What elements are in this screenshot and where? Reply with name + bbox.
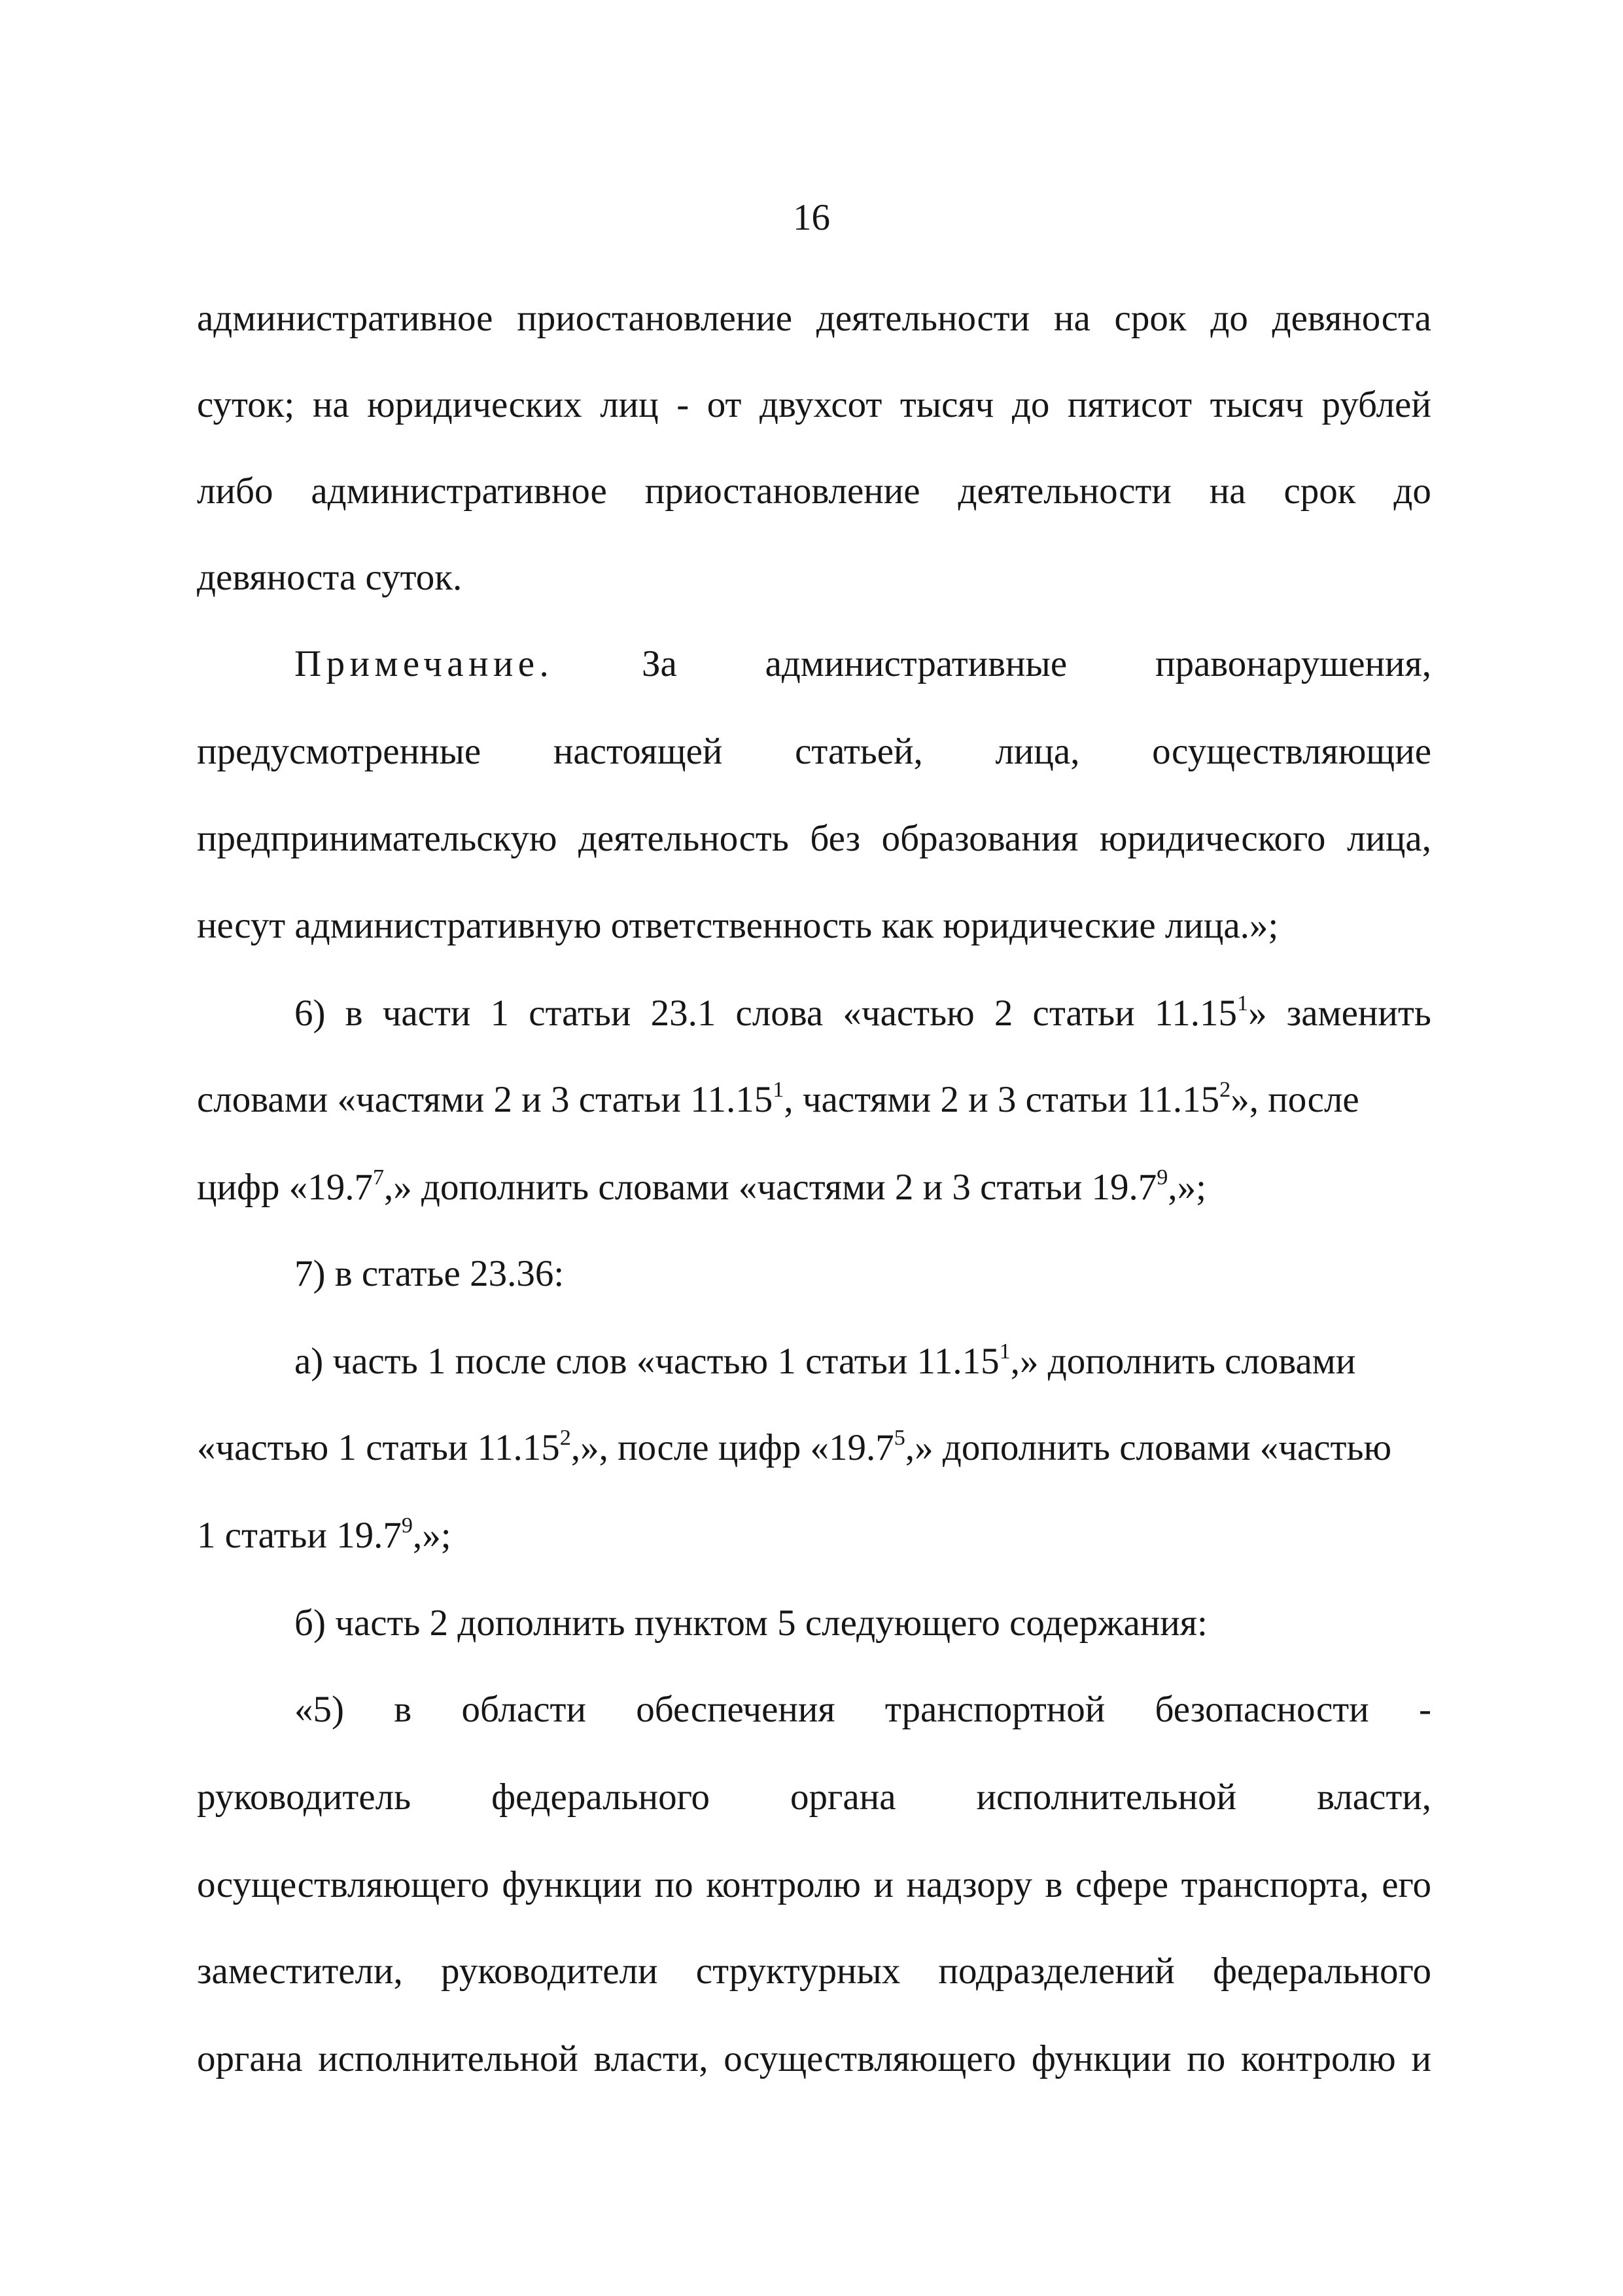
word: до bbox=[1011, 384, 1050, 425]
word: исполнительной bbox=[318, 2038, 578, 2079]
text-run: », после bbox=[1230, 1079, 1359, 1120]
word: до bbox=[1393, 470, 1431, 512]
word: слова bbox=[735, 993, 824, 1034]
word: органа bbox=[790, 1776, 896, 1818]
text-line bbox=[197, 1513, 1431, 1556]
word: его bbox=[1382, 1864, 1431, 1905]
text-line bbox=[294, 1691, 1431, 1728]
word-part: 11.15 bbox=[1154, 993, 1237, 1034]
word: пятисот bbox=[1067, 384, 1193, 425]
word: на bbox=[1209, 470, 1246, 512]
word: власти, bbox=[593, 2038, 708, 2079]
word: «5) bbox=[294, 1689, 344, 1730]
text-run: ,»; bbox=[412, 1515, 451, 1556]
word: контролю bbox=[706, 1864, 861, 1905]
superscript: 1 bbox=[773, 1077, 784, 1102]
word: заменить bbox=[1286, 993, 1431, 1034]
text-line: 7) в статье 23.36: bbox=[294, 1253, 565, 1294]
word: административное bbox=[311, 470, 607, 512]
word: в bbox=[1045, 1864, 1063, 1905]
text-run: ,» дополнить словами «частями 2 и 3 статьи 19.7 bbox=[384, 1167, 1157, 1208]
word: в bbox=[345, 993, 363, 1034]
word: правонарушения, bbox=[1155, 643, 1431, 684]
word: области bbox=[461, 1689, 586, 1730]
word: федерального bbox=[1212, 1951, 1431, 1992]
word: обеспечения bbox=[636, 1689, 835, 1730]
word: федерального bbox=[491, 1776, 710, 1818]
word: лиц bbox=[600, 384, 659, 425]
text-run: словами «частями 2 и 3 статьи 11.15 bbox=[197, 1079, 773, 1120]
word: двухсот bbox=[759, 384, 882, 425]
word: лица, bbox=[1346, 818, 1431, 859]
text-line bbox=[197, 300, 1431, 337]
word: девяноста bbox=[1272, 298, 1431, 339]
superscript: 9 bbox=[1157, 1165, 1168, 1190]
superscript: 1 bbox=[999, 1339, 1011, 1364]
word: на bbox=[1053, 298, 1091, 339]
word: по bbox=[1187, 2038, 1226, 2079]
word: статьи bbox=[529, 993, 631, 1034]
page-number: 16 bbox=[793, 197, 830, 238]
word: образования bbox=[881, 818, 1079, 859]
word: предпринимательскую bbox=[197, 818, 557, 859]
word: на bbox=[312, 384, 349, 425]
word: без bbox=[810, 818, 861, 859]
word: осуществляющего bbox=[724, 2038, 1017, 2079]
text-line bbox=[197, 1077, 1431, 1120]
word: до bbox=[1210, 298, 1248, 339]
text-line bbox=[197, 733, 1431, 770]
word: юридического bbox=[1099, 818, 1326, 859]
word: - bbox=[1418, 1689, 1431, 1730]
word: 2 bbox=[994, 993, 1013, 1034]
word: транспорта, bbox=[1181, 1864, 1369, 1905]
word: заместители, bbox=[197, 1951, 403, 1992]
word: функции bbox=[1031, 2038, 1172, 2079]
word: по bbox=[654, 1864, 693, 1905]
word: транспортной bbox=[884, 1689, 1106, 1730]
word: и bbox=[1411, 2038, 1431, 2079]
text-line bbox=[294, 991, 1431, 1034]
superscript: 5 bbox=[894, 1425, 905, 1450]
text-line: несут административную ответственность как юридические лица.»; bbox=[197, 905, 1279, 946]
word bbox=[1154, 991, 1267, 1034]
text-run: 1 статьи 19.7 bbox=[197, 1515, 402, 1556]
word: контролю bbox=[1241, 2038, 1396, 2079]
word: срок bbox=[1283, 470, 1356, 512]
word: власти, bbox=[1317, 1776, 1431, 1818]
word: статьей, bbox=[795, 731, 923, 772]
word: срок bbox=[1114, 298, 1187, 339]
text-line bbox=[294, 1339, 1431, 1382]
word: статьи bbox=[1032, 993, 1135, 1034]
word: 1 bbox=[490, 993, 510, 1034]
word: подразделений bbox=[938, 1951, 1175, 1992]
word: осуществляющего bbox=[197, 1864, 489, 1905]
word: 6) bbox=[294, 993, 326, 1034]
word: - bbox=[676, 384, 689, 425]
word: административные bbox=[765, 643, 1068, 684]
word: структурных bbox=[695, 1951, 901, 1992]
word: части bbox=[382, 993, 471, 1034]
superscript: 9 bbox=[401, 1513, 413, 1538]
word: юридических bbox=[367, 384, 582, 425]
word: тысяч bbox=[1210, 384, 1304, 425]
text-line bbox=[197, 472, 1431, 510]
word: органа bbox=[197, 2038, 303, 2079]
text-run: а) часть 1 после слов «частью 1 статьи 11.15 bbox=[294, 1341, 1000, 1382]
superscript: 2 bbox=[559, 1425, 571, 1450]
text-line bbox=[197, 1866, 1431, 1903]
superscript: 1 bbox=[1236, 991, 1249, 1016]
word: приостановление bbox=[517, 298, 793, 339]
word-part: » bbox=[1248, 993, 1267, 1034]
text-run: ,» дополнить словами bbox=[1010, 1341, 1356, 1382]
word: надзору bbox=[906, 1864, 1032, 1905]
text-run: , частями 2 и 3 статьи 11.15 bbox=[784, 1079, 1220, 1120]
text-line: б) часть 2 дополнить пунктом 5 следующего содержания: bbox=[294, 1602, 1208, 1644]
word: За bbox=[641, 643, 677, 684]
word: в bbox=[394, 1689, 412, 1730]
word: рублей bbox=[1321, 384, 1431, 425]
text-line: девяноста суток. bbox=[197, 557, 462, 598]
text-line bbox=[197, 2040, 1431, 2077]
word: тысяч bbox=[899, 384, 994, 425]
word: административное bbox=[197, 298, 493, 339]
text-line bbox=[197, 386, 1431, 423]
text-line bbox=[197, 820, 1431, 857]
word: руководитель bbox=[197, 1776, 411, 1818]
word: от bbox=[707, 384, 742, 425]
word: руководители bbox=[440, 1951, 658, 1992]
text-run: «частью 1 статьи 11.15 bbox=[197, 1427, 560, 1468]
note-label: Примечание. bbox=[294, 643, 554, 684]
word: функции bbox=[502, 1864, 642, 1905]
text-run: ,» дополнить словами «частью bbox=[905, 1427, 1392, 1468]
word: лица, bbox=[995, 731, 1080, 772]
word: настоящей bbox=[553, 731, 723, 772]
word: исполнительной bbox=[976, 1776, 1237, 1818]
word: осуществляющие bbox=[1152, 731, 1431, 772]
word: деятельности bbox=[958, 470, 1172, 512]
text-run: ,», после цифр «19.7 bbox=[570, 1427, 894, 1468]
text-run: цифр «19.7 bbox=[197, 1167, 373, 1208]
superscript: 7 bbox=[372, 1165, 385, 1190]
word: деятельности bbox=[816, 298, 1030, 339]
text-line bbox=[197, 1165, 1431, 1208]
word: суток; bbox=[197, 384, 295, 425]
word: либо bbox=[197, 470, 273, 512]
word: безопасности bbox=[1155, 1689, 1369, 1730]
note-line bbox=[294, 645, 1431, 682]
word: деятельность bbox=[578, 818, 789, 859]
word: приостановление bbox=[644, 470, 920, 512]
word: сфере bbox=[1075, 1864, 1169, 1905]
text-run: ,»; bbox=[1168, 1167, 1206, 1208]
superscript: 2 bbox=[1219, 1077, 1231, 1102]
text-line bbox=[197, 1425, 1431, 1468]
word: предусмотренные bbox=[197, 731, 481, 772]
text-line bbox=[197, 1778, 1431, 1816]
word: «частью bbox=[843, 993, 975, 1034]
word: и bbox=[873, 1864, 894, 1905]
word: 23.1 bbox=[650, 993, 716, 1034]
text-line bbox=[197, 1952, 1431, 1990]
